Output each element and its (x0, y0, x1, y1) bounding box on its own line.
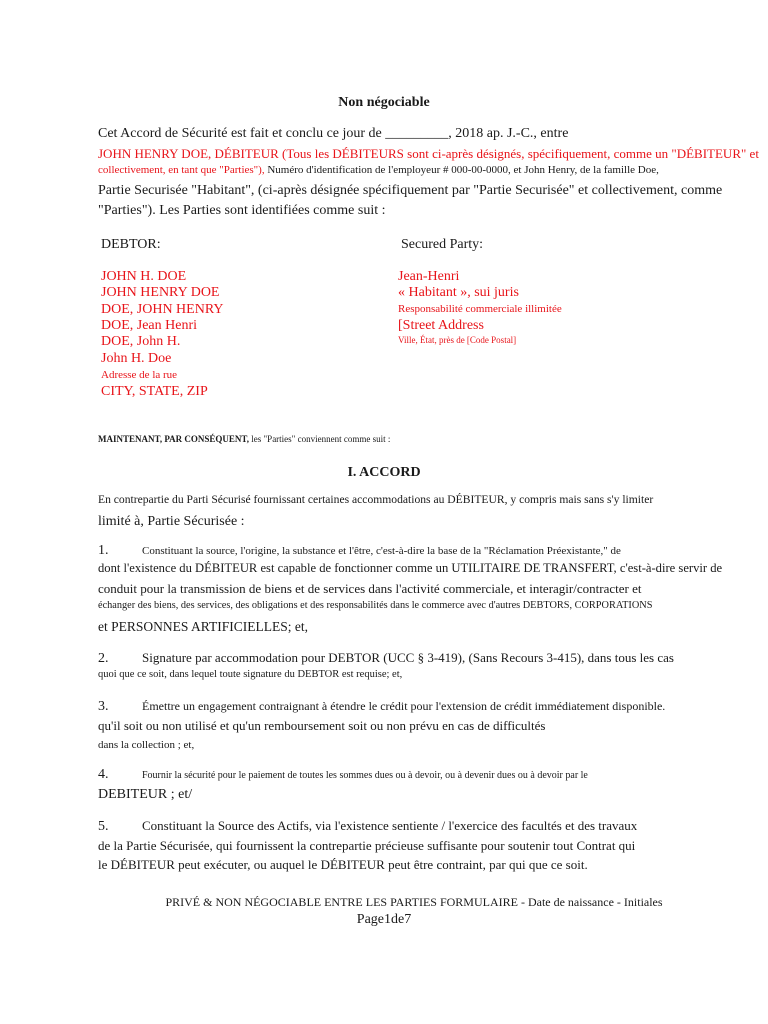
debtor-name-3: DOE, JOHN HENRY (101, 302, 224, 317)
item-3-line-2: qu'il soit ou non utilisé et qu'un remboursement soit ou non prévu en cas de difficultés (98, 718, 546, 733)
section-intro-line-1 (98, 493, 684, 506)
document-title: Non négociable (338, 95, 430, 110)
secured-party-status: « Habitant », sui juris (398, 285, 519, 300)
section-intro-line-1-text: En contrepartie du Parti Sécurisé fournissant certaines accommodations au DÉBITEUR, y compris mais sans s'y limiter (98, 493, 654, 506)
item-4-text-1: Fournir la sécurité pour le paiement de toutes les sommes dues ou à devoir, ou à devenir dues ou à devoir par le (142, 770, 588, 781)
section-title: I. ACCORD (347, 465, 421, 480)
item-1-line-4: échanger des biens, des services, des obligations et des responsabilités dans le commerce avec d'autres DEBTORS, CORPORATIONS (98, 600, 653, 611)
intro-debtor-line: JOHN HENRY DOE, DÉBITEUR (Tous les DÉBITEURS sont ci-après désignés, spécifiquement, comme un "DÉBITEUR" et (98, 146, 759, 161)
agreement-preamble-rest: les "Parties" conviennent comme suit : (249, 434, 391, 444)
item-3-line-1 (98, 699, 665, 715)
agreement-preamble-bold: MAINTENANT, PAR CONSÉQUENT, (98, 434, 250, 444)
item-4-line-2: DEBITEUR ; et/ (98, 787, 193, 802)
item-1-line-2: dont l'existence du DÉBITEUR est capable de fonctionner comme un UTILITAIRE DE TRANSFERT, c'est-à-dire servir de (98, 561, 723, 575)
item-1-line-5: et PERSONNES ARTIFICIELLES; et, (98, 619, 308, 634)
item-1-number: 1. (98, 543, 109, 558)
item-5-line-1 (98, 818, 637, 835)
agreement-preamble (98, 434, 390, 444)
debtor-name-6: John H. Doe (101, 351, 172, 366)
item-1-line-1 (98, 543, 621, 559)
footer-disclaimer: PRIVÉ & NON NÉGOCIABLE ENTRE LES PARTIES FORMULAIRE - Date de naissance - Initiales (165, 895, 663, 909)
intro-line-4: Partie Securisée "Habitant", (ci-après désignée spécifiquement par "Partie Securisée" et collectivement, comme (98, 183, 723, 198)
secured-party-street: [Street Address (398, 318, 484, 333)
intro-line-1: Cet Accord de Sécurité est fait et conclu ce jour de _________, 2018 ap. J.-C., entre (98, 126, 569, 141)
item-1-line-3: conduit pour la transmission de biens et de services dans l'activité commerciale, et interagir/contracter et (98, 581, 642, 596)
intro-line-3-rest: Numéro d'identification de l'employeur # 000-00-0000, et John Henry, de la famille Doe, (267, 164, 659, 176)
secured-party-name: Jean-Henri (398, 269, 460, 284)
debtor-city: CITY, STATE, ZIP (101, 384, 208, 399)
intro-line-3 (98, 164, 659, 176)
item-5-line-2: de la Partie Sécurisée, qui fournissent la contrepartie précieuse suffisante pour soutenir tout Contrat qui (98, 838, 636, 853)
item-1-text-1: Constituant la source, l'origine, la substance et l'être, c'est-à-dire la base de la "Réclamation Préexistante," de (142, 545, 621, 557)
section-intro-line-2: limité à, Partie Sécurisée : (98, 514, 245, 529)
debtor-name-2: JOHN HENRY DOE (101, 285, 220, 300)
page-number: Page1de7 (356, 912, 412, 927)
item-3-text-1: Émettre un engagement contraignant à étendre le crédit pour l'extension de crédit immédiatement disponible. (142, 699, 666, 713)
item-4-number: 4. (98, 767, 109, 782)
intro-line-3-red: collectivement, en tant que "Parties"), (98, 164, 268, 176)
debtor-name-1: JOHN H. DOE (101, 269, 187, 284)
secured-party-city: Ville, État, près de [Code Postal] (398, 335, 517, 345)
intro-line-5: "Parties"). Les Parties sont identifiées comme suit : (98, 203, 386, 218)
item-5-line-3: le DÉBITEUR peut exécuter, ou auquel le DÉBITEUR peut être contraint, par qui que ce soit. (98, 857, 588, 872)
debtor-heading: DEBTOR: (101, 237, 161, 252)
item-2-line-2: quoi que ce soit, dans lequel toute signature du DEBTOR est requise; et, (98, 669, 403, 680)
secured-party-heading: Secured Party: (401, 237, 484, 252)
item-3-line-3: dans la collection ; et, (98, 739, 195, 751)
item-5-number: 5. (98, 819, 109, 834)
item-4-line-1 (98, 767, 588, 783)
debtor-name-4: DOE, Jean Henri (101, 318, 198, 333)
item-2-number: 2. (98, 651, 109, 666)
secured-party-liability: Responsabilité commerciale illimitée (398, 303, 562, 315)
debtor-name-5: DOE, John H. (101, 334, 181, 349)
item-2-text-1: Signature par accommodation pour DEBTOR (UCC § 3-419), (Sans Recours 3-415), dans tous les cas (142, 650, 674, 665)
item-3-number: 3. (98, 699, 109, 714)
debtor-address: Adresse de la rue (101, 369, 178, 381)
item-2-line-1 (98, 650, 674, 667)
item-5-text-1: Constituant la Source des Actifs, via l'existence sentiente / l'exercice des facultés et des travaux (142, 818, 638, 833)
